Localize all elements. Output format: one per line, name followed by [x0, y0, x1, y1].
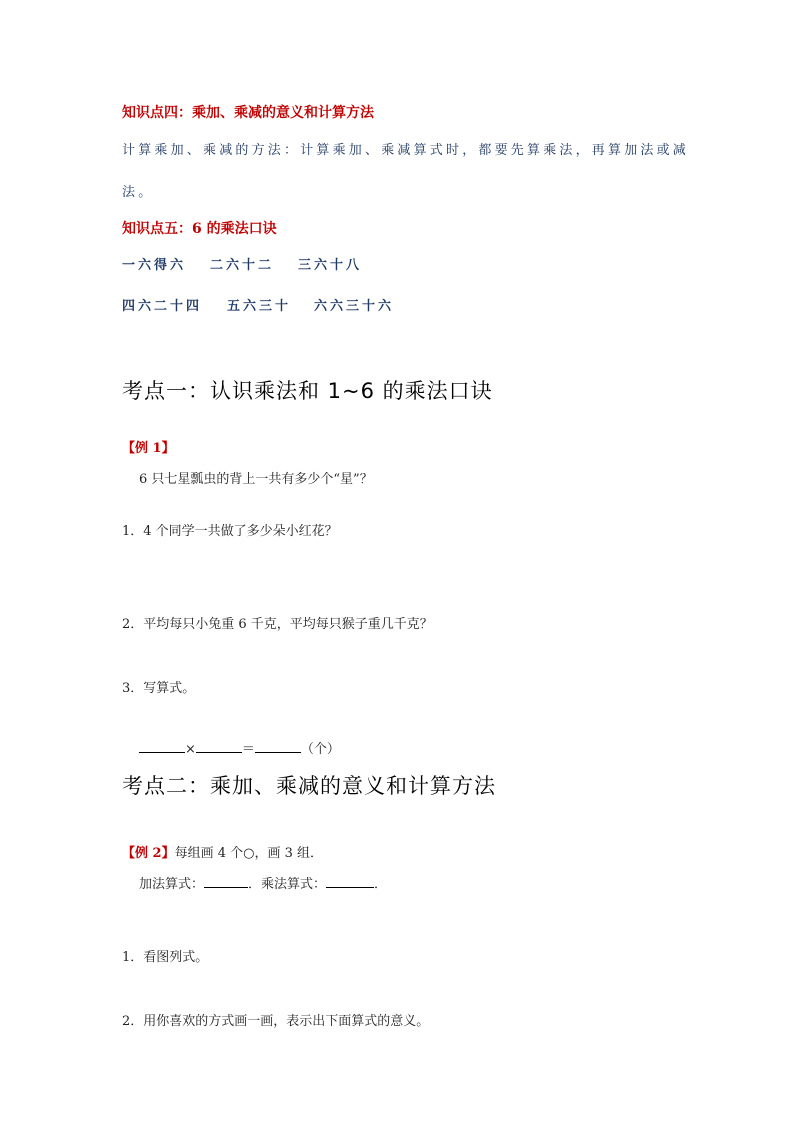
section1-title: 考点一：认识乘法和 1~6 的乘法口诀 — [122, 379, 493, 403]
section2-title: 考点二：乘加、乘减的意义和计算方法 — [122, 774, 496, 798]
equals-sign: ＝ — [241, 742, 255, 757]
multiply-formula-blank[interactable] — [326, 875, 374, 888]
multiply-formula-label: ．乘法算式： — [248, 877, 327, 892]
answer-blank-3[interactable] — [255, 740, 301, 753]
rhyme-1: 一六得六 — [122, 258, 187, 273]
rhyme-3: 三六十八 — [298, 258, 363, 273]
formula-end: ． — [374, 877, 388, 892]
example1-text: 6 只七星瓢虫的背上一共有多少个“星”？ — [139, 472, 373, 487]
s2-question-1: 1．看图列式。 — [122, 950, 209, 965]
example2-text: 每组画 4 个○，画 3 组． — [174, 846, 323, 861]
s1-question-1: 1．4 个同学一共做了多少朵小红花？ — [122, 524, 338, 539]
kp4-text-line2: 法。 — [122, 185, 155, 200]
rhyme-6: 六六三十六 — [314, 299, 395, 314]
answer-blank-1[interactable] — [139, 740, 185, 753]
kp4-text-line1: 计算乘加、乘减的方法：计算乘加、乘减算式时，都要先算乘法，再算加法或减 — [122, 143, 690, 158]
example2-line — [122, 842, 323, 861]
add-formula-label: 加法算式： — [139, 877, 205, 892]
answer-blank-2[interactable] — [196, 740, 242, 753]
rhyme-4: 四六二十四 — [122, 299, 203, 314]
kp4-heading: 知识点四：乘加、乘减的意义和计算方法 — [122, 105, 374, 121]
times-sign: × — [185, 742, 196, 757]
rhyme-5: 五六三十 — [227, 299, 292, 314]
unit-label: （个） — [300, 742, 340, 757]
example2-tag: 【例 2】 — [122, 846, 175, 861]
example2-formulas — [139, 873, 387, 892]
example1-tag: 【例 1】 — [122, 441, 175, 456]
formula-line — [139, 738, 340, 757]
add-formula-blank[interactable] — [204, 875, 248, 888]
s1-question-2: 2．平均每只小兔重 6 千克，平均每只猴子重几千克？ — [122, 617, 433, 632]
s2-question-2: 2．用你喜欢的方式画一画，表示出下面算式的意义。 — [122, 1014, 430, 1029]
s1-question-3: 3．写算式。 — [122, 681, 196, 696]
kp5-heading: 知识点五：6 的乘法口诀 — [122, 221, 277, 237]
rhyme-2: 二六十二 — [210, 258, 275, 273]
